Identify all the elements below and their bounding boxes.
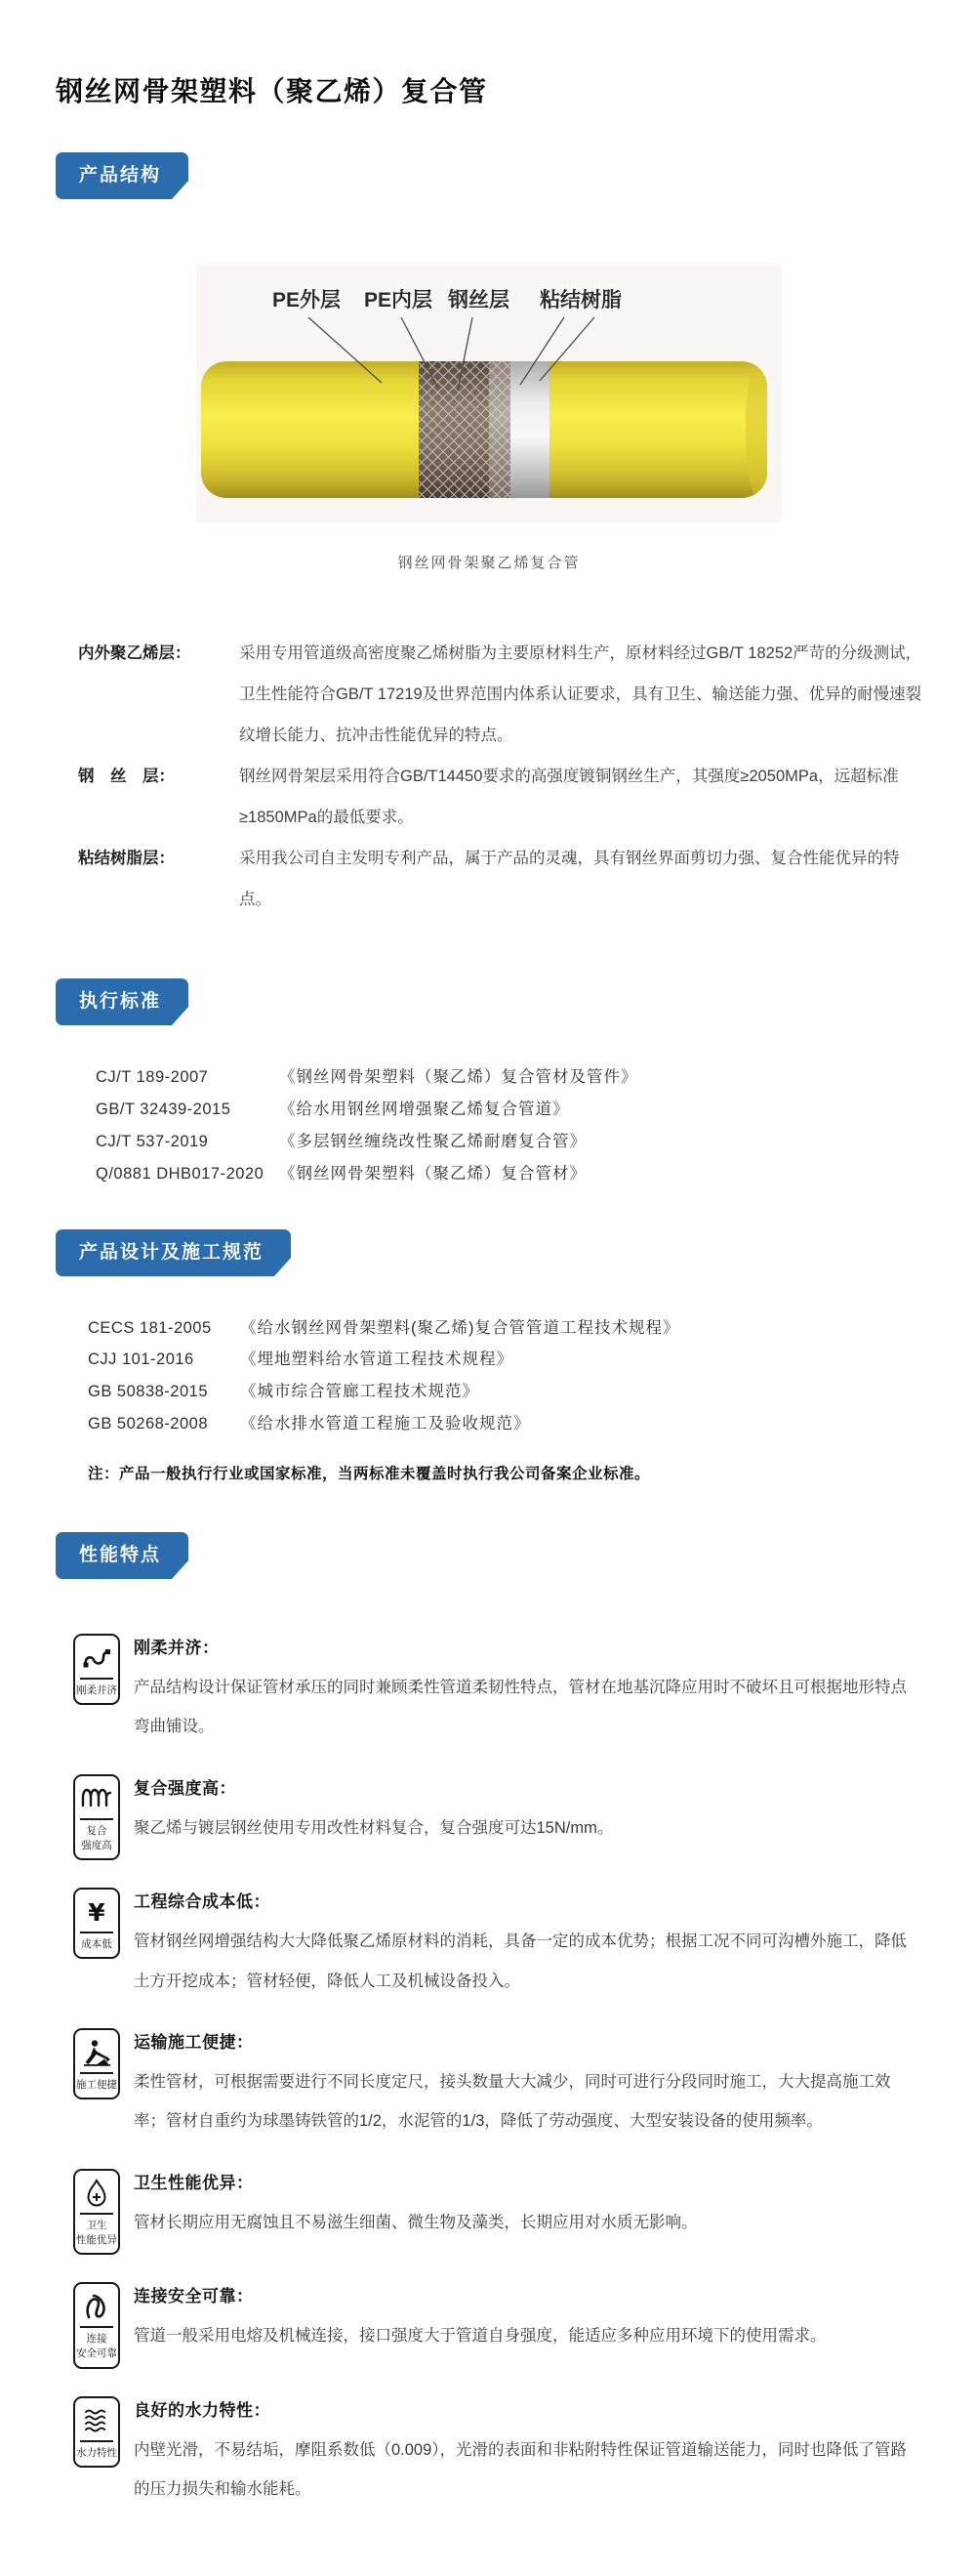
- feature-desc: 柔性管材，可根据需要进行不同长度定尺，接头数量大大减少，同时可进行分段同时施工，大大提高施工效率；管材自重约为球墨铸铁管的1/2，水泥管的1/3，降低了劳动强度、大型安装设备的使用频率。: [134, 2072, 891, 2131]
- feature-desc: 聚乙烯与镀层钢丝使用专用改性材料复合，复合强度可达15N/mm。: [134, 1818, 614, 1837]
- feature-icon-label: 复合 强度高: [81, 1824, 112, 1851]
- feature-body: [134, 2028, 922, 2141]
- section-product-structure: [56, 152, 922, 920]
- feature-icon-label: 连接 安全可靠: [76, 2333, 117, 2360]
- feature-title: 刚柔并济：: [134, 1638, 220, 1657]
- feature-icon-label: 施工便捷: [76, 2078, 117, 2091]
- standards-list: [56, 1068, 922, 1184]
- feature-title: 卫生性能优异：: [134, 2173, 254, 2192]
- spec-name: 《给水排水管道工程施工及验收规范》: [240, 1415, 531, 1433]
- standard-row: [96, 1133, 922, 1152]
- feature-body: [134, 1774, 922, 1860]
- feature-title: 运输施工便捷：: [134, 2032, 254, 2052]
- icon-divider: [80, 2213, 113, 2215]
- standard-code: GB/T 32439-2015: [96, 1101, 231, 1119]
- layer-desc: 钢丝网骨架层采用符合GB/T14450要求的高强度镀铜钢丝生产，其强度≥2050MPa，远超标准≥1850MPa的最低要求。: [239, 768, 899, 827]
- standard-row: [96, 1068, 922, 1088]
- section-badge-standards: 执行标准: [56, 978, 188, 1025]
- icon-divider: [80, 1932, 113, 1933]
- feature-icon-label: 水力特性: [76, 2446, 117, 2459]
- spec-row: [88, 1350, 922, 1370]
- worker-icon: [82, 2037, 111, 2068]
- standard-name: 《钢丝网骨架塑料（聚乙烯）复合管材》: [279, 1164, 587, 1183]
- feature-title: 复合强度高：: [134, 1778, 236, 1798]
- section-design-specs: [56, 1229, 922, 1483]
- diagram-caption: 钢丝网骨架聚乙烯复合管: [397, 555, 581, 571]
- feature-title: 工程综合成本低：: [134, 1892, 270, 1912]
- spec-name: 《城市综合管廊工程技术规范》: [240, 1383, 479, 1401]
- spec-row: [88, 1319, 922, 1339]
- label-pe-inner: PE内层: [364, 289, 433, 312]
- page-title: 钢丝网骨架塑料（聚乙烯）复合管: [56, 76, 488, 106]
- feature-icon-label: 刚柔并济: [76, 1683, 117, 1696]
- feature-desc: 内壁光滑，不易结垢，摩阻系数低（0.009），光滑的表面和非粘附特性保证管道输送能力，同时也降低了管路的压力损失和输水能耗。: [134, 2440, 908, 2499]
- layer-row-resin: [78, 838, 922, 920]
- feature-desc: 管道一般采用电熔及机械连接，接口强度大于管道自身强度，能适应多种应用环境下的使用需求。: [134, 2327, 827, 2346]
- spec-code: CJJ 101-2016: [88, 1350, 194, 1369]
- feature-icon-box: [73, 1774, 120, 1860]
- standard-row: [96, 1101, 922, 1120]
- waves-icon: [82, 2405, 111, 2436]
- feature-title: 连接安全可靠：: [134, 2287, 254, 2306]
- droplet-plus-icon: [85, 2178, 108, 2209]
- spec-name: 《埋地塑料给水管道工程技术规程》: [240, 1350, 513, 1369]
- spec-code: CECS 181-2005: [88, 1318, 212, 1337]
- yen-icon: ¥: [88, 1897, 105, 1927]
- feature-icon-box: [73, 1888, 120, 1959]
- spec-row: [88, 1415, 922, 1434]
- feature-easy-construction: [73, 2028, 922, 2141]
- feature-hygienic: [73, 2169, 922, 2255]
- section-badge-design: 产品设计及施工规范: [56, 1229, 291, 1276]
- standard-code: Q/0881 DHB017-2020: [96, 1164, 264, 1183]
- feature-desc: 管材钢丝网增强结构大大降低聚乙烯原材料的消耗，具备一定的成本优势；根据工况不同可沟槽外施工，降低土方开挖成本；管材轻便，降低人工及机械设备投入。: [134, 1932, 907, 1990]
- layer-term: 粘结树脂层：: [78, 850, 175, 868]
- feature-composite-strength: [73, 1774, 922, 1860]
- feature-body: [134, 2282, 922, 2368]
- feature-reliable-connection: [73, 2282, 922, 2368]
- layer-row-wire: [78, 756, 922, 838]
- feature-low-cost: [73, 1888, 922, 2001]
- spec-code: GB 50268-2008: [88, 1415, 209, 1433]
- standards-note: 注：产品一般执行行业或国家标准，当两标准未覆盖时执行我公司备案企业标准。: [88, 1465, 651, 1482]
- feature-icon-label: 卫生 性能优异: [76, 2219, 117, 2246]
- feature-hydraulic: [73, 2396, 922, 2510]
- layer-row-pe: [78, 633, 922, 756]
- icon-divider: [80, 1678, 113, 1680]
- coil-icon: [80, 1783, 113, 1814]
- section-standards: [56, 978, 922, 1184]
- layer-term: 内外聚乙烯层：: [78, 644, 191, 662]
- feature-icon-box: [73, 2396, 120, 2468]
- layer-term: 钢 丝 层：: [78, 768, 175, 786]
- pipe-illustration: [196, 264, 782, 522]
- pipe-structure-diagram: [196, 264, 782, 572]
- standard-row: [96, 1165, 922, 1184]
- feature-body: [134, 1888, 922, 2001]
- layer-desc: 采用我公司自主发明专利产品，属于产品的灵魂，具有钢丝界面剪切力强、复合性能优异的特点。: [239, 850, 900, 909]
- feature-icon-box: [73, 2282, 120, 2368]
- icon-divider: [80, 2072, 113, 2074]
- icon-divider: [80, 2326, 113, 2328]
- spec-row: [88, 1383, 922, 1402]
- standard-code: CJ/T 189-2007: [96, 1068, 209, 1087]
- feature-body: [134, 2169, 922, 2255]
- pe-outer-layer: [201, 361, 419, 498]
- feature-icon-box: [73, 1634, 120, 1705]
- layer-descriptions: [56, 633, 922, 920]
- section-badge-structure: 产品结构: [56, 152, 188, 199]
- feature-rigid-flexible: [73, 1634, 922, 1747]
- flex-pipe-icon: [82, 1642, 111, 1674]
- feature-desc: 管材长期应用无腐蚀且不易滋生细菌、微生物及藻类，长期应用对水质无影响。: [134, 2213, 698, 2231]
- feature-title: 良好的水力特性：: [134, 2400, 270, 2420]
- knot-icon: [83, 2291, 110, 2322]
- label-bonding-resin: 粘结树脂: [540, 289, 622, 312]
- standard-code: CJ/T 537-2019: [96, 1133, 209, 1151]
- feature-icon-label: 成本低: [81, 1938, 112, 1951]
- standard-name: 《给水用钢丝网增强聚乙烯复合管道》: [279, 1101, 570, 1119]
- icon-divider: [80, 1818, 113, 1820]
- feature-body: [134, 1634, 922, 1747]
- icon-divider: [80, 2440, 113, 2442]
- feature-icon-box: [73, 2169, 120, 2255]
- spec-code: GB 50838-2015: [88, 1383, 209, 1401]
- standard-name: 《钢丝网骨架塑料（聚乙烯）复合管材及管件》: [279, 1068, 638, 1087]
- feature-list: [56, 1634, 922, 2510]
- pipe-body: [201, 359, 773, 500]
- layer-desc: 采用专用管道级高密度聚乙烯树脂为主要原材料生产，原材料经过GB/T 18252严苛的分级测试，卫生性能符合GB/T 17219及世界范围内体系认证要求，具有卫生、输送能力强、优异的耐慢速裂纹增长能力、抗冲击性能优异的特点。: [239, 644, 922, 745]
- label-steel-wire: 钢丝层: [448, 289, 509, 312]
- feature-body: [134, 2396, 922, 2510]
- design-specs-list: [56, 1319, 922, 1434]
- section-badge-features: 性能特点: [56, 1532, 188, 1579]
- section-features: [56, 1532, 922, 2510]
- feature-icon-box: [73, 2028, 120, 2099]
- spec-name: 《给水钢丝网骨架塑料(聚乙烯)复合管管道工程技术规程》: [240, 1318, 680, 1337]
- bonding-resin-layer: [510, 361, 549, 498]
- standard-name: 《多层钢丝缠绕改性聚乙烯耐磨复合管》: [279, 1133, 587, 1151]
- feature-desc: 产品结构设计保证管材承压的同时兼顾柔性管道柔韧性特点，管材在地基沉降应用时不破坏且可根据地形特点弯曲铺设。: [134, 1678, 907, 1736]
- label-pe-outer: PE外层: [272, 289, 342, 312]
